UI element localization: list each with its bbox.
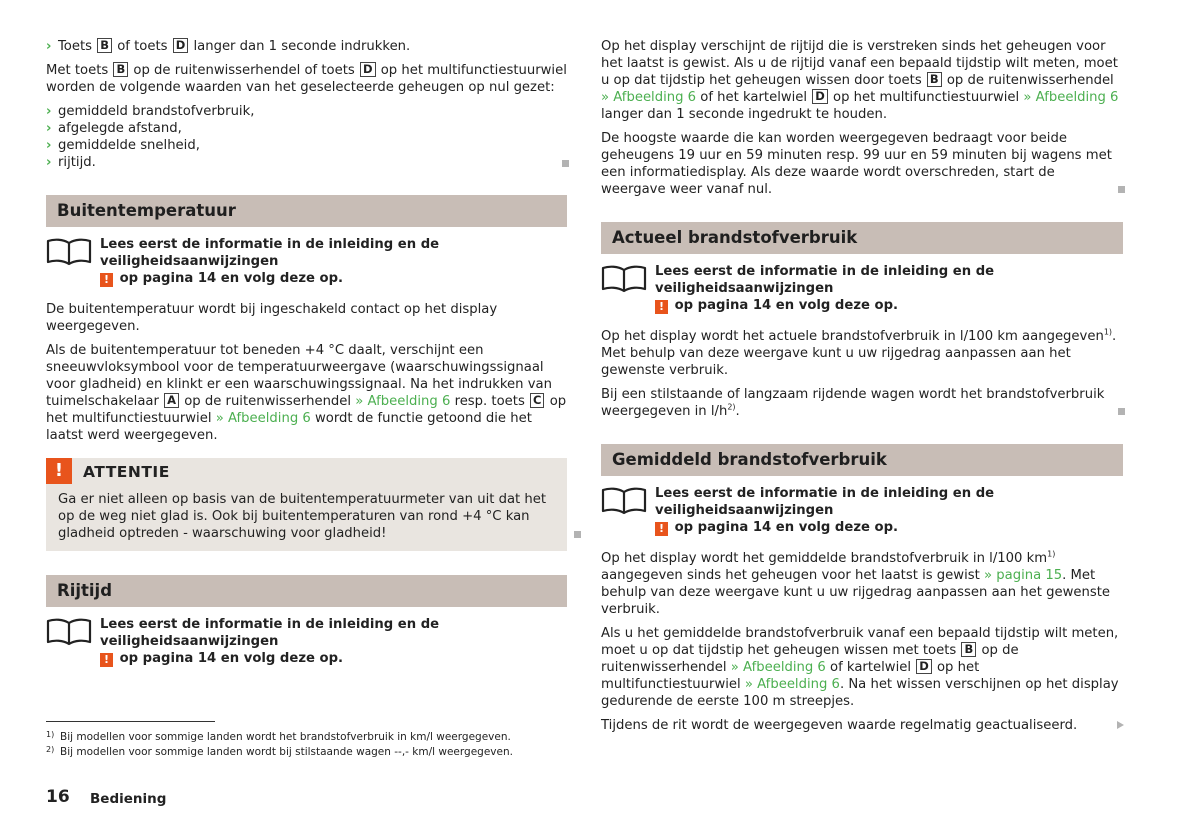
paragraph: Op het display wordt het actuele brandstofverbruik in l/100 km aangegeven$^{1)}$. Met behulp van deze weergave kunt u uw rijgedrag aanpassen aan het gewenste verbruik. [601, 327, 1117, 378]
section-heading-rijtijd: Rijtijd [46, 575, 567, 607]
key-c-label: C [530, 393, 544, 408]
read-first-notice: Lees eerst de informatie in de inleiding en de veiligheidsaanwijzingen ! op pagina 14 en volg deze op. [46, 616, 567, 667]
bullet-arrow-icon: › [46, 138, 52, 153]
book-icon [46, 238, 92, 271]
list-item: › rijtijd. [46, 155, 96, 170]
warning-icon: ! [46, 458, 72, 484]
read-first-notice: Lees eerst de informatie in de inleiding en de veiligheidsaanwijzingen ! op pagina 14 en volg deze op. [601, 485, 1123, 536]
key-b-label: B [113, 62, 128, 77]
paragraph: De buitentemperatuur wordt bij ingeschakeld contact op het display weergegeven. [46, 302, 498, 334]
reset-values-list [46, 103, 567, 171]
footnote-ref: 1) [1103, 327, 1113, 337]
book-icon [601, 265, 647, 298]
footnote-divider [46, 721, 215, 722]
key-d-label: D [812, 89, 828, 104]
key-b-label: B [961, 642, 976, 657]
key-d-label: D [360, 62, 376, 77]
book-icon [601, 487, 647, 520]
section-heading-actueel-brandstofverbruik: Actueel brandstofverbruik [601, 222, 1123, 254]
footnote: 2) Bij modellen voor sommige landen wordt bij stilstaande wagen --,- km/l weergegeven. [46, 745, 513, 758]
footnote: 1) Bij modellen voor sommige landen wordt het brandstofverbruik in km/l weergegeven. [46, 730, 511, 743]
page-number: 16 [46, 787, 70, 807]
bullet-arrow-icon: › [46, 155, 52, 170]
key-a-label: A [164, 393, 179, 408]
section-end-square-icon [562, 160, 569, 167]
figure-link[interactable]: » Afbeelding 6 [355, 394, 451, 409]
step-arrow-icon: › [46, 39, 52, 54]
continue-arrow-icon [1117, 721, 1124, 729]
section-heading-gemiddeld-brandstofverbruik: Gemiddeld brandstofverbruik [601, 444, 1123, 476]
attention-box [46, 458, 567, 551]
footnote-ref: 2) [727, 402, 736, 412]
paragraph: De hoogste waarde die kan worden weergegeven bedraagt voor beide geheugens 19 uur en 59 minuten resp. 99 uur en 59 minuten bij wagens met een informatiedisplay. Als deze waarde wordt overschreden, start de weergave weer vanaf nul. [601, 130, 1123, 198]
paragraph: Op het display wordt het gemiddelde brandstofverbruik in l/100 $km^{1)}$ aangegeven sinds het geheugen voor het laatst is gewist » pagina 15. Met behulp van deze weergave kunt u uw rijgedrag aanpassen aan het gewenste verbruik. [601, 549, 1111, 617]
warning-icon: ! [655, 300, 668, 314]
bullet-arrow-icon: › [46, 104, 52, 119]
read-first-notice: Lees eerst de informatie in de inleiding en de veiligheidsaanwijzingen ! op pagina 14 en volg deze op. [46, 236, 567, 287]
attention-body: Ga er niet alleen op basis van de buitentemperatuurmeter van uit dat het op de weg niet glad is. Ook bij buitentemperaturen van rond +4 °C kan gladheid optreden - waarschuwing voor gladheid! [46, 484, 567, 551]
bullet-arrow-icon: › [46, 121, 52, 136]
read-first-notice: Lees eerst de informatie in de inleiding en de veiligheidsaanwijzingen ! op pagina 14 en volg deze op. [601, 263, 1123, 314]
section-end-square-icon [1118, 186, 1125, 193]
section-heading-buitentemperatuur: Buitentemperatuur [46, 195, 567, 227]
section-end-square-icon [1118, 408, 1125, 415]
paragraph: Als u het gemiddelde brandstofverbruik vanaf een bepaald tijdstip wilt meten, moet u op dat tijdstip het geheugen wissen met toets B op de ruitenwisserhendel » Afbeelding 6 of kartelwiel D op het multifunctiestuurwiel » Afbeelding 6. Na het wissen verschijnen op het display gedurende de eerste 100 m streepjes. [601, 626, 1119, 709]
figure-link[interactable]: » Afbeelding 6 [730, 660, 826, 675]
key-b-label: B [927, 72, 942, 87]
footnote-ref: 1) [1047, 549, 1056, 559]
list-item: › gemiddelde snelheid, [46, 138, 200, 153]
book-icon [46, 618, 92, 651]
warning-icon: ! [100, 653, 113, 667]
right-column [601, 38, 1123, 741]
paragraph: Bij een stilstaande of langzaam rijdende wagen wordt het brandstofverbruik weergegeven in $l/h^{2)}$. [601, 386, 1123, 420]
list-item: › gemiddeld brandstofverbruik, [46, 104, 255, 119]
left-column [46, 38, 567, 681]
figure-link[interactable]: » Afbeelding 6 [744, 677, 840, 692]
key-b-label: B [97, 38, 112, 53]
figure-link[interactable]: » Afbeelding 6 [215, 411, 311, 426]
paragraph: Op het display verschijnt de rijtijd die is verstreken sinds het geheugen voor het laatst is gewist. Als u de rijtijd vanaf een bepaald tijdstip wilt meten, moet u op dat tijdstip het geheugen wissen door toets B op de ruitenwisserhendel » Afbeelding 6 of het kartelwiel D op het multifunctiestuurwiel » Afbeelding 6 langer dan 1 seconde ingedrukt te houden. [601, 39, 1119, 122]
attention-title: ATTENTIE [83, 463, 170, 481]
footer-section-title: Bediening [90, 791, 167, 807]
step-instruction: › Toets B of toets D langer dan 1 seconde indrukken. [46, 38, 411, 54]
list-item: › afgelegde afstand, [46, 121, 182, 136]
key-d-label: D [916, 659, 932, 674]
paragraph: Tijdens de rit wordt de weergegeven waarde regelmatig geactualiseerd. [601, 717, 1123, 734]
key-d-label: D [173, 38, 189, 53]
section-end-square-icon [574, 531, 581, 538]
figure-link[interactable]: » Afbeelding 6 [1023, 90, 1119, 105]
page-link[interactable]: » pagina 15 [984, 568, 1063, 583]
attention-header [46, 458, 567, 484]
figure-link[interactable]: » Afbeelding 6 [601, 90, 697, 105]
reset-intro-paragraph: Met toets B op de ruitenwisserhendel of toets D op het multifunctiestuurwiel worden de volgende waarden van het geselecteerde geheugen op nul gezet: [46, 62, 567, 95]
warning-icon: ! [100, 273, 113, 287]
warning-icon: ! [655, 522, 668, 536]
paragraph: Als de buitentemperatuur tot beneden +4 °C daalt, verschijnt een sneeuwvloksymbool voor de temperatuurweergave (waarschuwingssignaal voor gladheid) en klinkt er een waarschuwingssignaal. Na het indrukken van tuimelschakelaar A op de ruitenwisserhendel » Afbeelding 6 resp. toets C op het multifunctiestuurwiel » Afbeelding 6 wordt de functie getoond die het laatst werd weergegeven. [46, 343, 567, 443]
